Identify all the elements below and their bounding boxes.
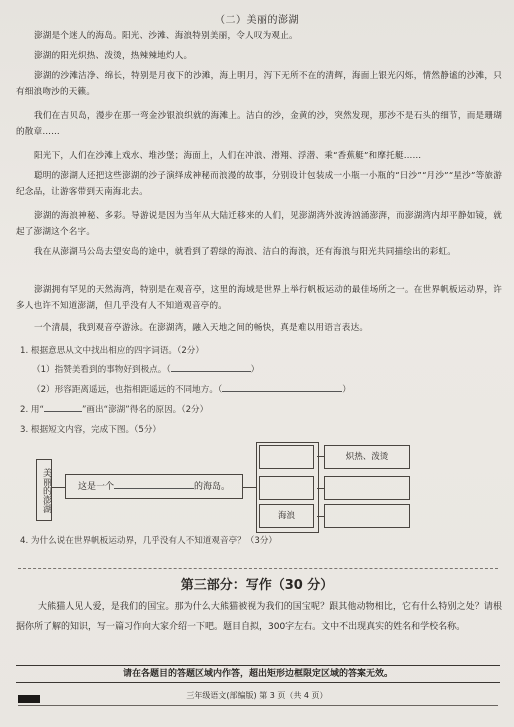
connector-row-2	[317, 488, 324, 489]
diagram-center-box	[65, 474, 243, 499]
section-divider	[18, 568, 498, 569]
answer-blank-diagram[interactable]	[114, 488, 194, 489]
diagram-box-5[interactable]	[324, 476, 410, 500]
diagram-root-label: 美丽的澎湖	[36, 459, 52, 521]
question-2	[20, 404, 208, 416]
passage-paragraph-4: 我们在吉贝岛，漫步在那一弯金沙银浪织就的海滩上。洁白的沙，金黄的沙，突然发现，那沙不是石头的细节，而是珊瑚的散章……	[16, 111, 502, 138]
question-4: 4. 为什么说在世界帆板运动界，几乎没有人不知道观音亭？（3分）	[20, 536, 278, 546]
passage-paragraph-3: 澎湖的沙滩洁净、绵长，特别是月夜下的沙滩，海上明月，泻下无所不在的清辉，海面上银光闪烁，情然静谧的沙滩，只有细浪吻沙的天籁。	[16, 71, 502, 98]
answer-blank-1a[interactable]	[171, 371, 251, 372]
question-1-part-2	[32, 384, 351, 396]
connector-row-1	[317, 456, 324, 457]
connector-right	[243, 487, 256, 488]
center-box-pre: 这是一个	[78, 482, 115, 492]
bottom-rule	[18, 705, 498, 706]
question-1: 1. 根据意思从文中找出相应的四字词语。（2分）	[20, 346, 204, 356]
passage-title: （二）美丽的澎湖	[215, 15, 299, 26]
diagram-box-3[interactable]	[259, 476, 314, 500]
passage-paragraph-1: 澎湖是个迷人的海岛。阳光、沙滩、海浪特别美丽，令人叹为观止。	[34, 31, 298, 41]
question-2-pre: 2. 用“	[20, 405, 44, 415]
connector-row-3	[317, 516, 324, 517]
question-2-post: ”画出“澎湖”得名的原因。（2分）	[81, 405, 209, 415]
page-footer: 三年级语文(部编版) 第 3 页（共 4 页）	[186, 691, 328, 700]
question-3: 3. 根据短文内容，完成下图。（5分）	[20, 425, 162, 435]
connector-left	[52, 487, 65, 488]
diagram-box-6[interactable]	[324, 504, 410, 528]
writing-prompt: 大熊猫人见人爱，是我们的国宝。那为什么大熊猫被视为我们的国宝呢？跟其他动物相比，它有什么特别之处？请根据你所了解的知识，写一篇习作向大家介绍一下吧。题目自拟，300字左右。文中不出现真实的姓名和学校名称。	[16, 602, 502, 632]
question-1-part-1-text: （1）指赞美看到的事物好到极点。（	[32, 365, 171, 375]
question-1-part-1-close: ）	[250, 365, 260, 375]
diagram-box-2: 炽热、泼烫	[324, 445, 410, 469]
writing-section-title: 第三部分：写作（30 分）	[180, 578, 334, 593]
passage-paragraph-6: 聪明的澎湖人还把这些澎湖的沙子演绎成神秘而浪漫的故事，分别设计包装成一小瓶一小瓶的“日沙”“月沙”“星沙”等旅游纪念品，让游客带到天南海北去。	[16, 171, 502, 198]
passage-paragraph-10: 一个清晨，我到观音亭游泳。在澎湖湾，融入天地之间的畅快，真是难以用语言表达。	[34, 323, 369, 333]
answer-blank-1b[interactable]	[222, 391, 342, 392]
question-1-part-1	[32, 364, 259, 376]
passage-paragraph-9: 澎湖拥有罕见的天然海湾，特别是在观音亭，这里的海域是世界上举行帆板运动的最佳场所之一。在世界帆板运动界，许多人也许不知道澎湖，但几乎没有人不知道观音亭的。	[16, 285, 502, 312]
passage-paragraph-7: 澎湖的海浪神秘、多彩。导游说是因为当年从大陆迁移来的人们，见澎湖湾外波涛汹涌澎湃，而澎湖湾内却平静如镜，就起了澎湖这个名字。	[16, 211, 502, 238]
answer-area-notice: 请在各题目的答题区域内作答，超出矩形边框限定区域的答案无效。	[16, 665, 500, 683]
diagram-box-1[interactable]	[259, 445, 314, 469]
center-box-post: 的海岛。	[194, 482, 231, 492]
passage-paragraph-2: 澎湖的阳光炽热、泼烫，热辣辣地灼人。	[34, 51, 193, 61]
wavy-line-sample	[44, 411, 82, 412]
question-1-part-2-close: ）	[342, 385, 351, 395]
passage-paragraph-8: 我在从澎湖马公岛去望安岛的途中，就看到了碧绿的海浪、洁白的海浪，还有海浪与阳光共同描绘出的彩虹。	[34, 247, 457, 257]
question-1-part-2-text: （2）形容距离遥远，也指相距遥远的不同地方。（	[32, 385, 223, 395]
passage-paragraph-5: 阳光下，人们在沙滩上戏水、堆沙堡；海面上，人们在冲浪、滑翔、浮潜、乘“香蕉艇”和摩托艇……	[34, 151, 422, 161]
diagram-box-4: 海浪	[259, 504, 314, 528]
